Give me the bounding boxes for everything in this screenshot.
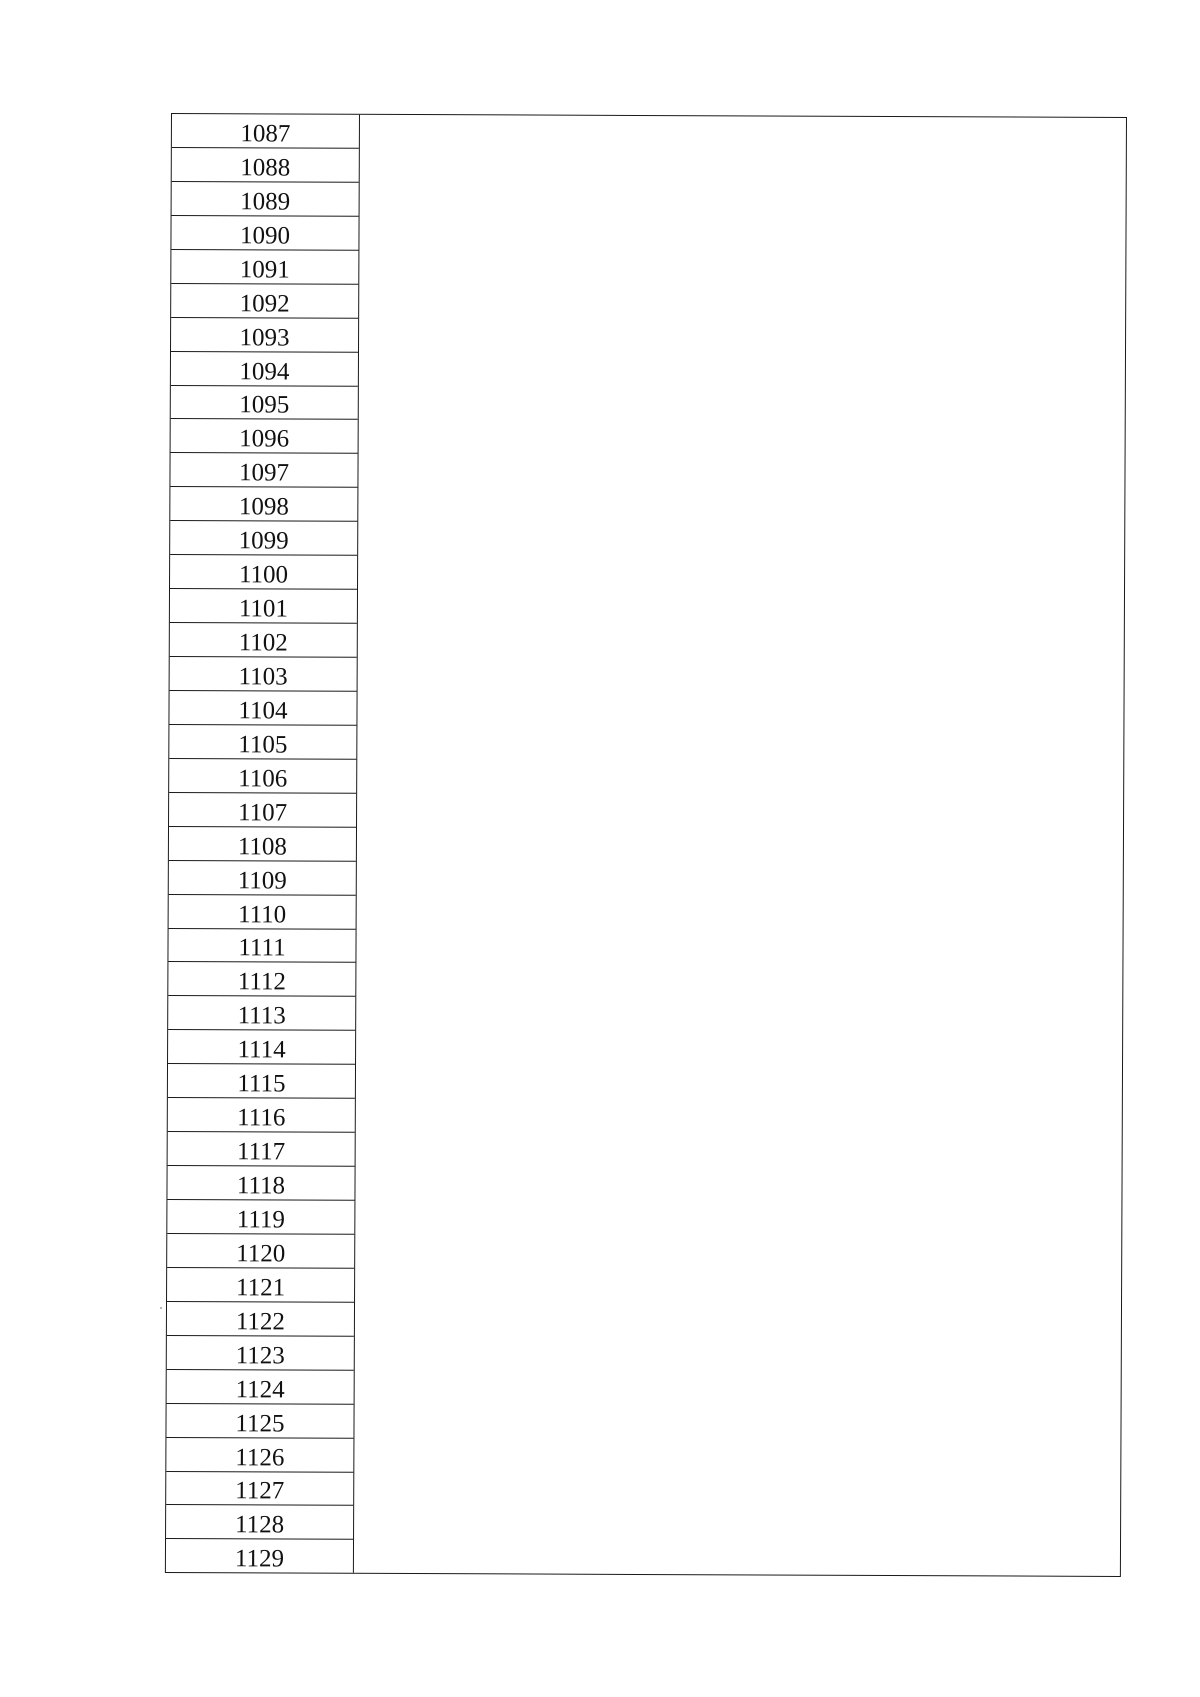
line-number-cell: 1097 — [170, 453, 357, 488]
line-number-cell: 1121 — [167, 1268, 354, 1303]
line-number-cell: 1127 — [166, 1471, 353, 1506]
line-number-cell: 1115 — [168, 1064, 355, 1099]
scan-speck — [160, 1307, 162, 1309]
line-number-cell: 1090 — [171, 216, 358, 251]
line-number-cell: 1095 — [171, 386, 358, 421]
line-number-column — [166, 114, 360, 1573]
line-number-cell: 1089 — [172, 182, 359, 217]
line-number-cell: 1098 — [170, 487, 357, 522]
line-number-cell: 1102 — [170, 623, 357, 658]
line-number-cell: 1088 — [172, 148, 359, 183]
line-number-cell: 1100 — [170, 555, 357, 590]
line-number-cell: 1110 — [169, 895, 356, 930]
line-number-cell: 1106 — [169, 759, 356, 794]
line-number-cell: 1128 — [166, 1505, 353, 1540]
line-number-cell: 1094 — [171, 352, 358, 387]
line-number-cell: 1105 — [169, 725, 356, 760]
line-number-cell: 1091 — [171, 250, 358, 285]
line-number-cell: 1103 — [170, 657, 357, 692]
line-number-cell: 1107 — [169, 793, 356, 828]
line-number-cell: 1093 — [171, 318, 358, 353]
line-number-cell: 1112 — [168, 962, 355, 997]
line-number-cell: 1087 — [172, 114, 359, 149]
line-number-cell: 1119 — [167, 1200, 354, 1235]
line-number-cell: 1113 — [168, 996, 355, 1031]
blank-content-column — [354, 115, 1126, 1576]
line-number-cell: 1116 — [168, 1098, 355, 1133]
line-number-cell: 1101 — [170, 589, 357, 624]
line-number-cell: 1124 — [167, 1370, 354, 1405]
line-number-cell: 1092 — [171, 284, 358, 319]
line-number-cell: 1111 — [168, 928, 355, 963]
line-number-cell: 1117 — [168, 1132, 355, 1167]
line-number-table — [165, 113, 1127, 1577]
line-number-cell: 1096 — [171, 419, 358, 454]
line-number-cell: 1118 — [167, 1166, 354, 1201]
line-number-cell: 1114 — [168, 1030, 355, 1065]
line-number-cell: 1126 — [166, 1438, 353, 1473]
line-number-cell: 1109 — [169, 861, 356, 896]
line-number-cell: 1099 — [170, 521, 357, 556]
line-number-cell: 1129 — [234, 1545, 285, 1573]
line-number-cell: 1120 — [167, 1234, 354, 1269]
line-number-cell: 1104 — [169, 691, 356, 726]
line-number-cell: 1123 — [167, 1336, 354, 1371]
line-number-cell: 1108 — [169, 827, 356, 862]
line-number-cell: 1122 — [167, 1302, 354, 1337]
line-number-cell: 1125 — [166, 1404, 353, 1439]
